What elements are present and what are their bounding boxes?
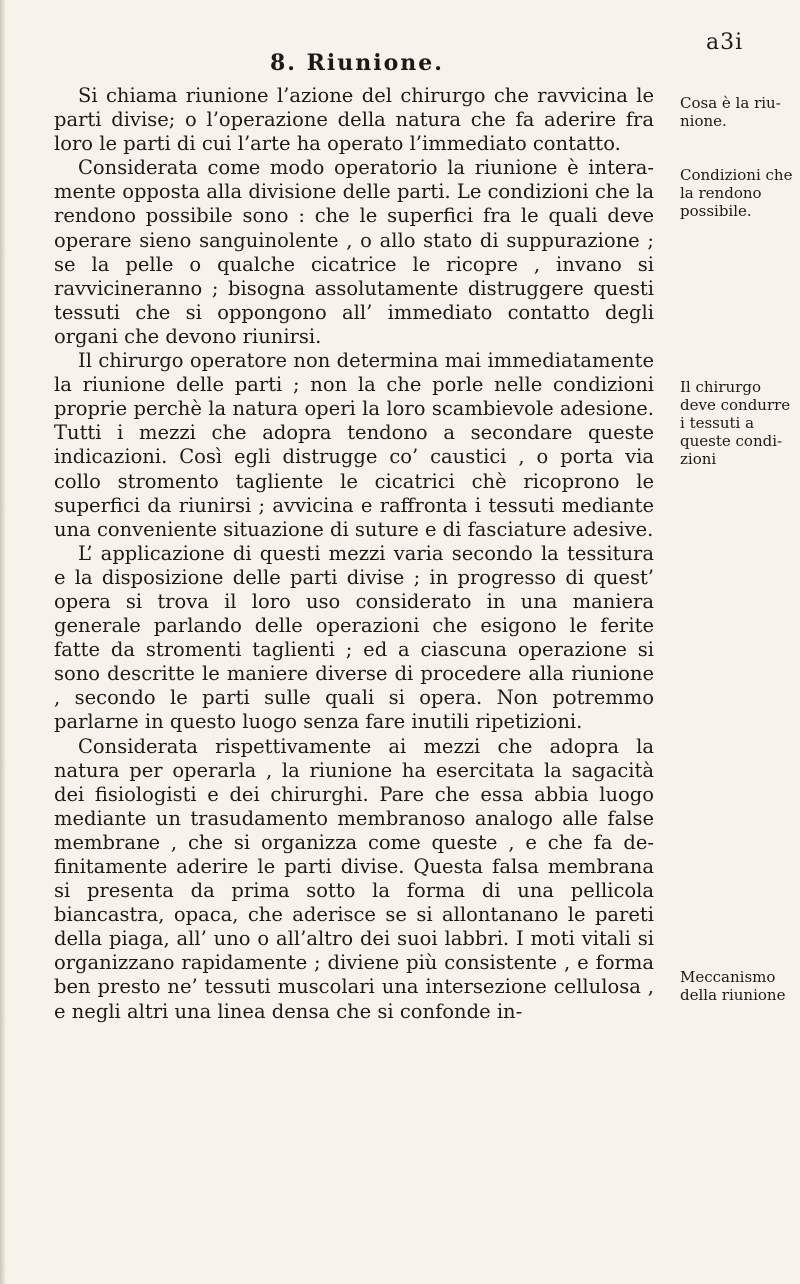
paragraph: Considerata come modo operatorio la riunione è interamente opposta alla divisione delle parti. Le condizioni che la rendono possibile sono : che le superfici fra le quali deve operare sieno sanguinolente , o allo stato di suppurazione ; se la pelle o qualche cicatrice le ricopre , invano si ravvicineranno ; bisogna assolutamente distruggere questi tessuti che si oppongono all’ immediato contatto degli organi che devono riunirsi. [54,156,654,348]
paragraph: L’ applicazione di questi mezzi varia secondo la tessitura e la disposizione delle parti divise ; in progresso di quest’ opera si trova il loro uso considerato in una maniera generale parlando delle operazioni che esigono le ferite fatte da stromenti taglienti ; ed a ciascuna operazione si sono descritte le maniere diverse di procedere alla riunione , secondo le parti sulle quali si opera. Non potremmo parlarne in questo luogo senza fare inutili ripetizioni. [54,541,654,734]
margin-note: Cosa è la riunione. [680,94,781,130]
section-title: 8. Riunione. [270,50,444,76]
paragraph: Si chiama riunione l’azione del chirurgo che ravvicina le parti divise; o l’operazione della natura che fa aderire fra loro le parti di cui l’arte ha operato l’immediato contatto. [54,84,654,156]
margin-note: Condizioni che la rendono possibile. [680,166,793,220]
page-edge-shadow [0,0,6,1284]
margin-note: Il chirurgo deve condurre i tessuti a queste condizioni [680,378,791,468]
body-text [54,84,654,1024]
margin-note: Meccanismo della riunione [680,968,786,1004]
paragraph: Considerata rispettivamente ai mezzi che adopra la natura per operarla , la riunione ha esercitata la sagacità dei fisiologisti e dei chirurghi. Pare che essa abbia luogo mediante un trasudamento membranoso analogo alle false membrane , che si organizza come queste , e che fa definitamente aderire le parti divise. Questa falsa membrana si presenta da prima sotto la forma di una pellicola biancastra, opaca, che aderisce se si allontanano le pareti della piaga, all’ uno o all’altro dei suoi labbri. I moti vitali si organizzano rapidamente ; diviene più consistente , e forma ben presto ne’ tessuti muscolari una intersezione cellulosa , e negli altri una linea densa che si confonde in- [54,734,654,1023]
paragraph: Il chirurgo operatore non determina mai immediatamente la riunione delle parti ; non la che porle nelle condizioni proprie perchè la natura operi la loro scambievole adesione. Tutti i mezzi che adopra tendono a secondare queste indicazioni. Così egli distrugge co’ caustici , o porta via collo stromento tagliente le cicatrici chè ricoprono le superfici da riunirsi ; avvicina e raffronta i tessuti mediante una conveniente situazione di suture e di fasciature adesive. [54,349,654,541]
page-number: a3i [706,30,744,55]
